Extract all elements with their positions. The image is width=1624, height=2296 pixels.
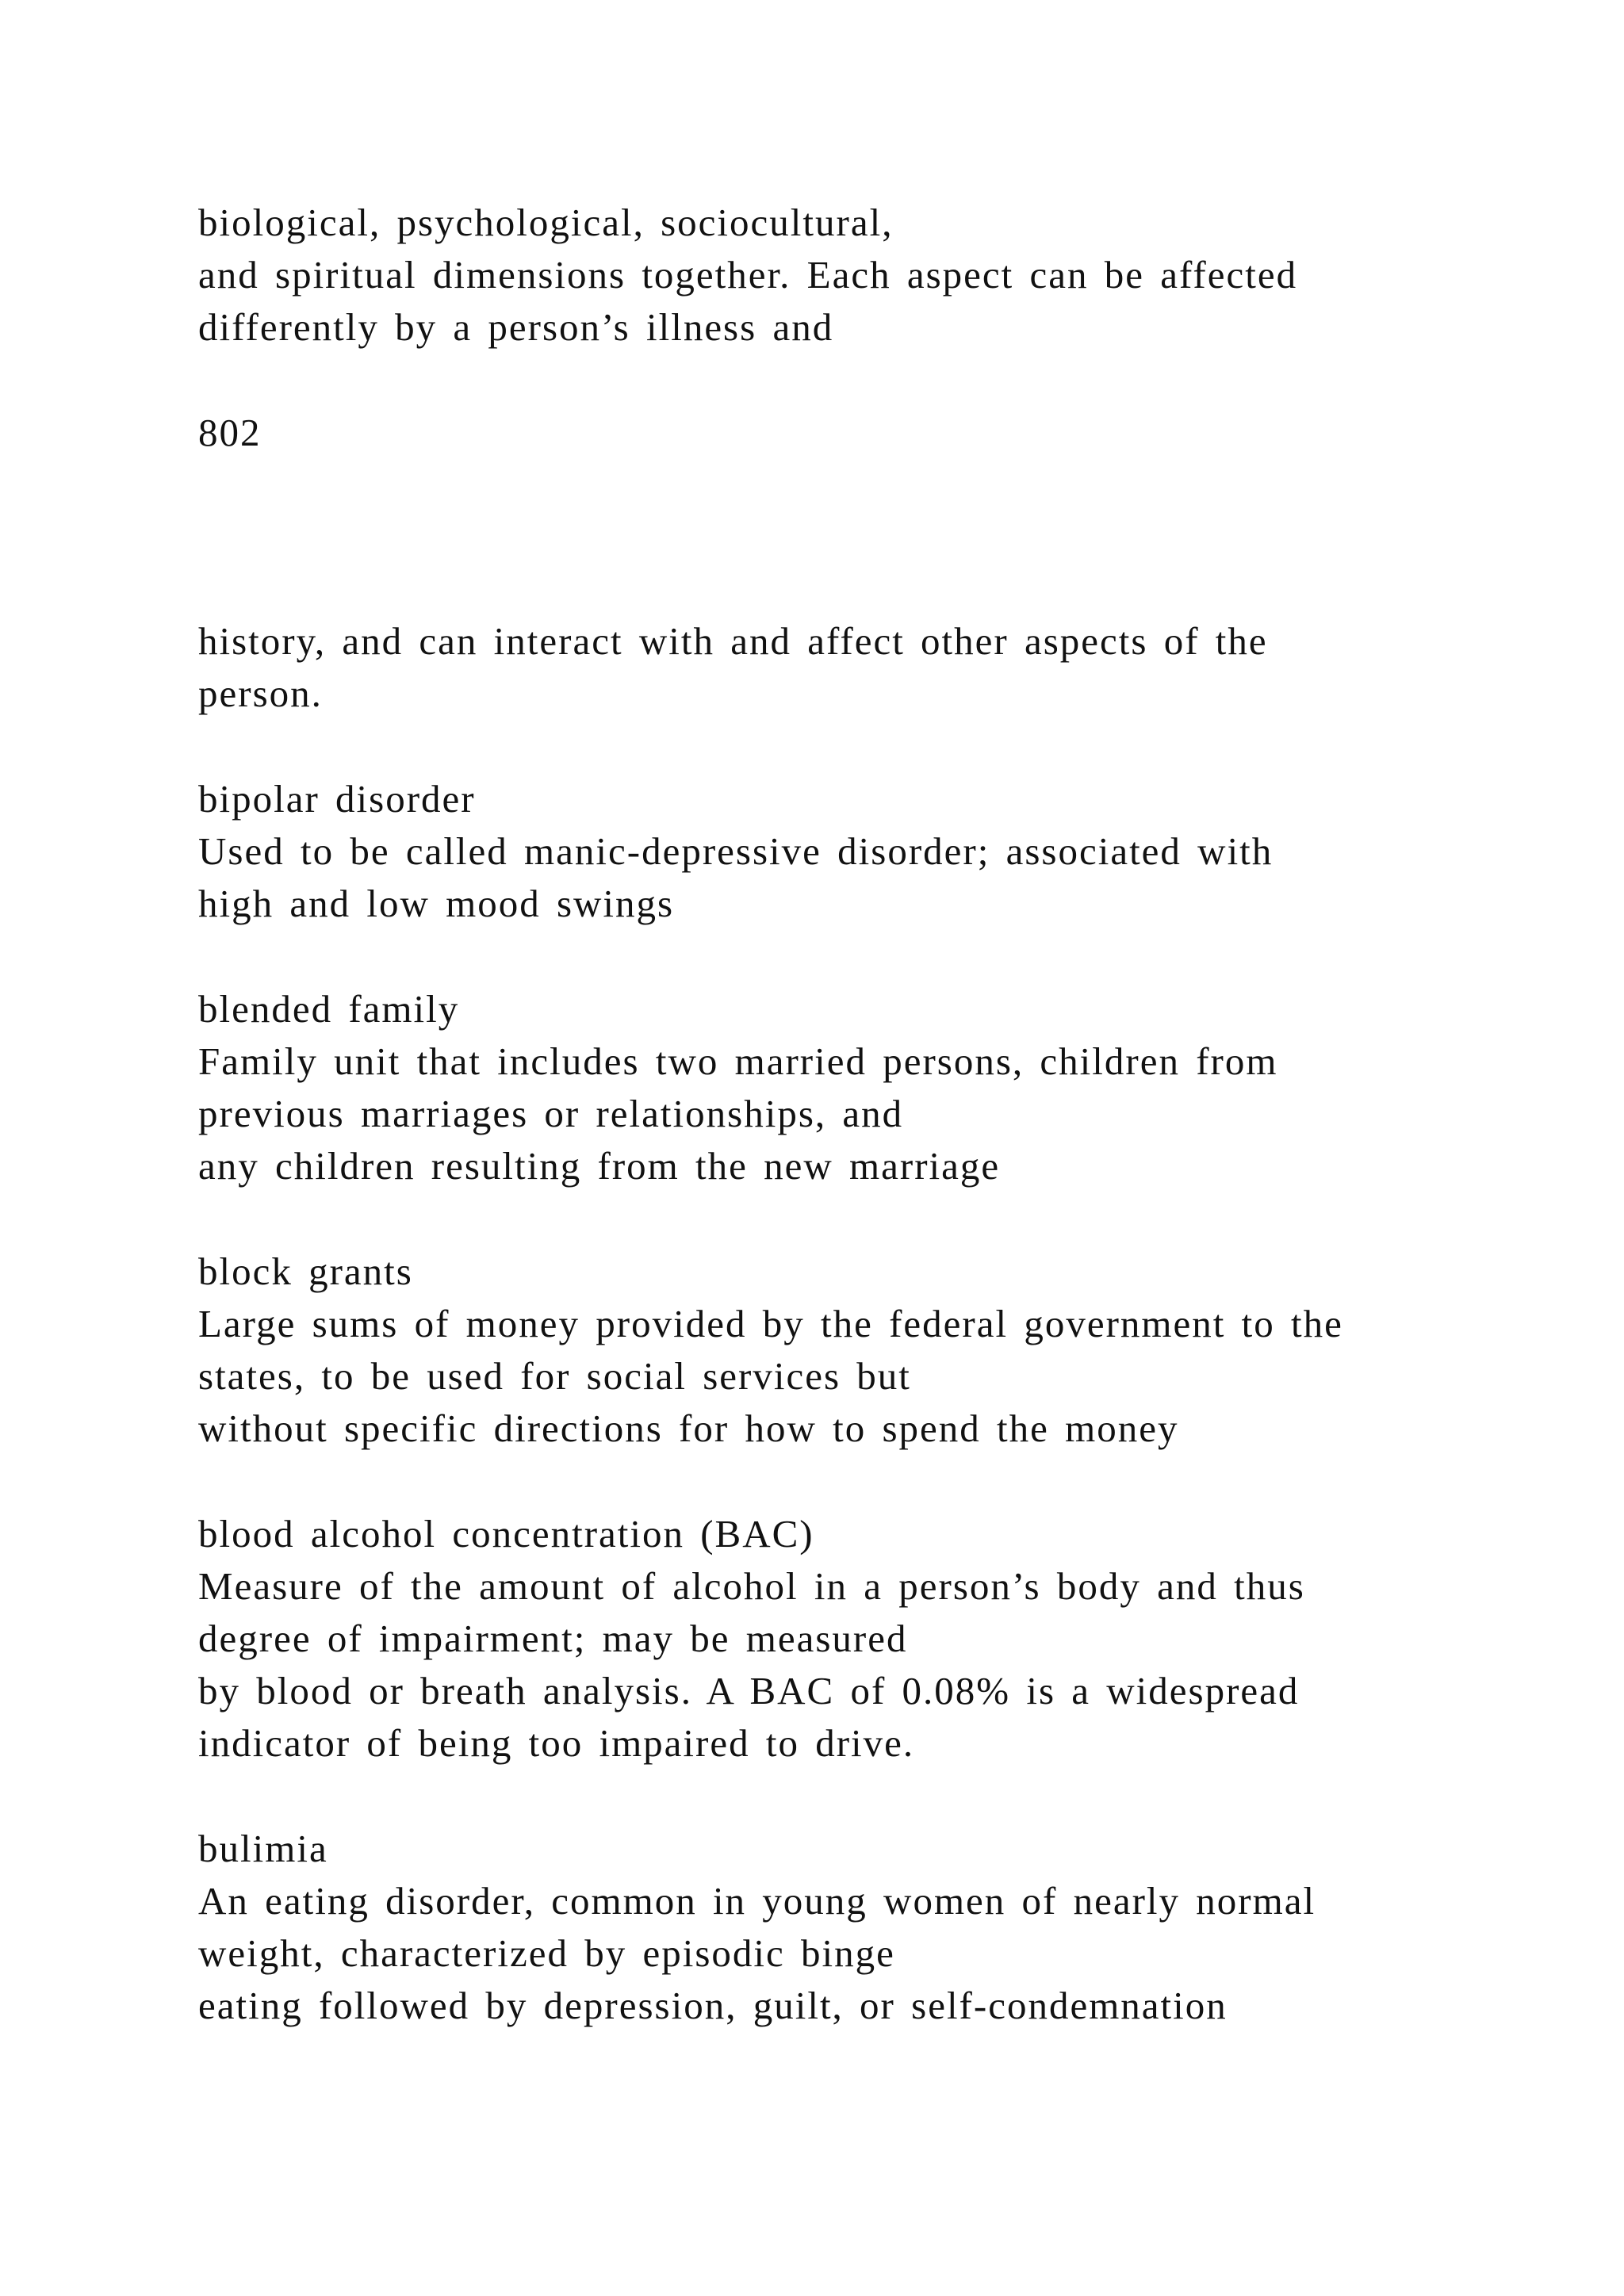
text-line: history, and can interact with and affect other aspects of the [198,619,1268,663]
glossary-definition: indicator of being too impaired to drive. [198,1721,915,1765]
text-line: person. [198,672,323,715]
glossary-definition: Used to be called manic-depressive disorder; associated with [198,829,1274,873]
glossary-term: blended family [198,987,460,1031]
glossary-definition: Measure of the amount of alcohol in a person’s body and thus [198,1564,1305,1608]
glossary-term: blood alcohol concentration (BAC) [198,1512,814,1556]
glossary-definition: degree of impairment; may be measured [198,1617,908,1660]
glossary-definition: Large sums of money provided by the federal government to the [198,1302,1343,1345]
glossary-definition: states, to be used for social services but [198,1354,911,1398]
glossary-definition: without specific directions for how to spend the money [198,1406,1179,1450]
glossary-definition: high and low mood swings [198,882,675,925]
page-number: 802 [198,411,262,454]
glossary-definition: any children resulting from the new marriage [198,1144,1001,1188]
text-line: differently by a person’s illness and [198,305,834,349]
glossary-definition: weight, characterized by episodic binge [198,1931,895,1975]
glossary-term: bipolar disorder [198,777,476,821]
glossary-definition: previous marriages or relationships, and [198,1092,904,1135]
text-line: and spiritual dimensions together. Each aspect can be affected [198,253,1298,297]
glossary-term: bulimia [198,1827,328,1870]
glossary-definition: eating followed by depression, guilt, or self-condemnation [198,1984,1228,2027]
text-line: biological, psychological, sociocultural, [198,201,894,244]
glossary-definition: by blood or breath analysis. A BAC of 0.08% is a widespread [198,1669,1300,1712]
glossary-term: block grants [198,1249,413,1293]
glossary-definition: Family unit that includes two married persons, children from [198,1039,1278,1083]
glossary-definition: An eating disorder, common in young women of nearly normal [198,1879,1316,1923]
